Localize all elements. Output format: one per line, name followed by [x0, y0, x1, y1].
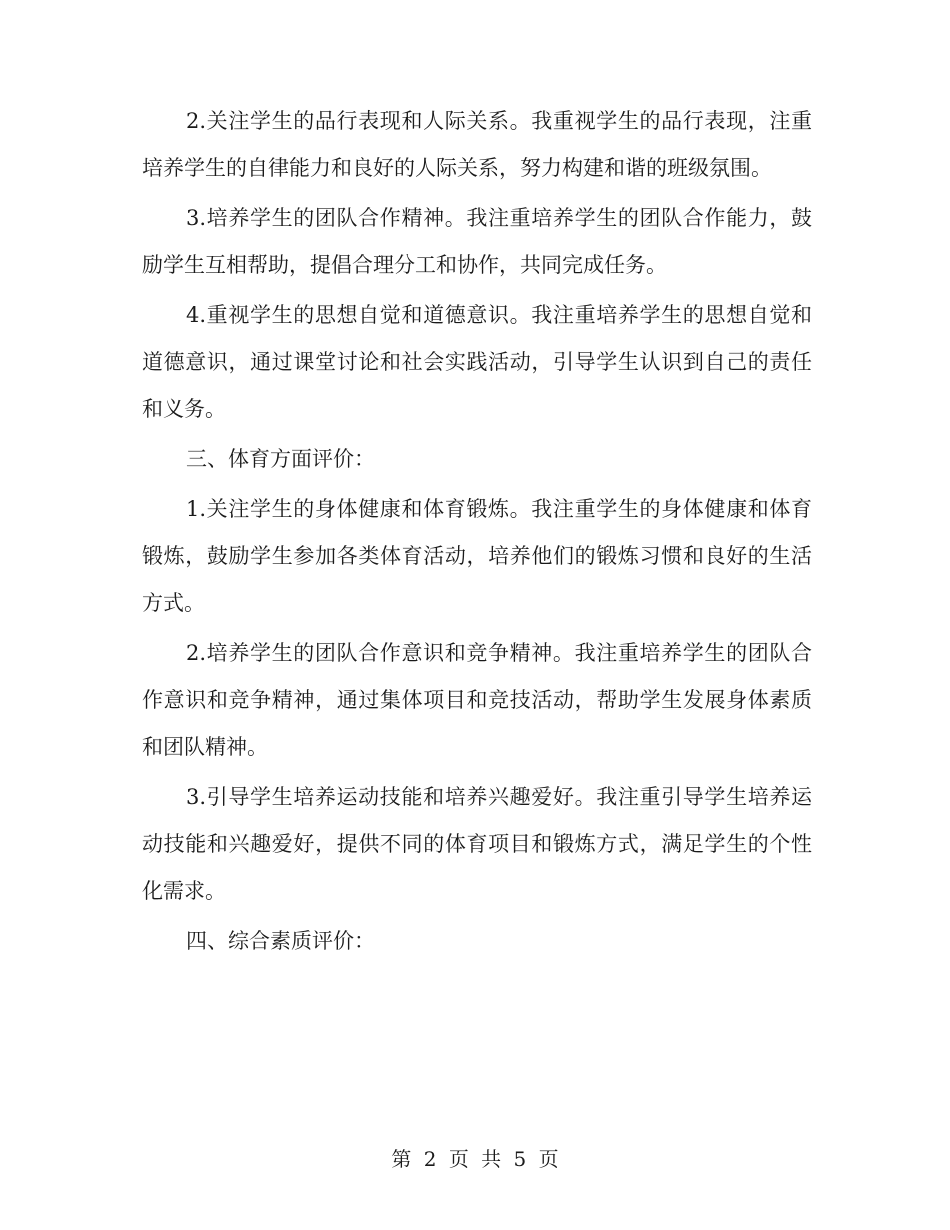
paragraph-moral-4: 4.重视学生的思想自觉和道德意识。我注重培养学生的思想自觉和道德意识，通过课堂讨论和社会实践活动，引导学生认识到自己的责任和义务。	[142, 303, 812, 421]
paragraph-moral-3: 3.培养学生的团队合作精神。我注重培养学生的团队合作能力，鼓励学生互相帮助，提倡合理分工和协作，共同完成任务。	[142, 206, 812, 277]
page-number-footer: 第 2 页 共 5 页	[391, 1147, 559, 1171]
paragraph-pe-3: 3.引导学生培养运动技能和培养兴趣爱好。我注重引导学生培养运动技能和兴趣爱好，提供不同的体育项目和锻炼方式，满足学生的个性化需求。	[142, 785, 812, 903]
section-heading-pe: 三、体育方面评价：	[186, 447, 375, 471]
paragraph-moral-2: 2.关注学生的品行表现和人际关系。我重视学生的品行表现，注重培养学生的自律能力和良好的人际关系，努力构建和谐的班级氛围。	[142, 109, 812, 180]
paragraph-pe-2: 2.培养学生的团队合作意识和竞争精神。我注重培养学生的团队合作意识和竞争精神，通过集体项目和竞技活动，帮助学生发展身体素质和团队精神。	[142, 641, 812, 759]
paragraph-pe-1: 1.关注学生的身体健康和体育锻炼。我注重学生的身体健康和体育锻炼，鼓励学生参加各类体育活动，培养他们的锻炼习惯和良好的生活方式。	[142, 497, 812, 615]
section-heading-overall: 四、综合素质评价：	[186, 929, 375, 953]
document-body	[142, 98, 812, 965]
